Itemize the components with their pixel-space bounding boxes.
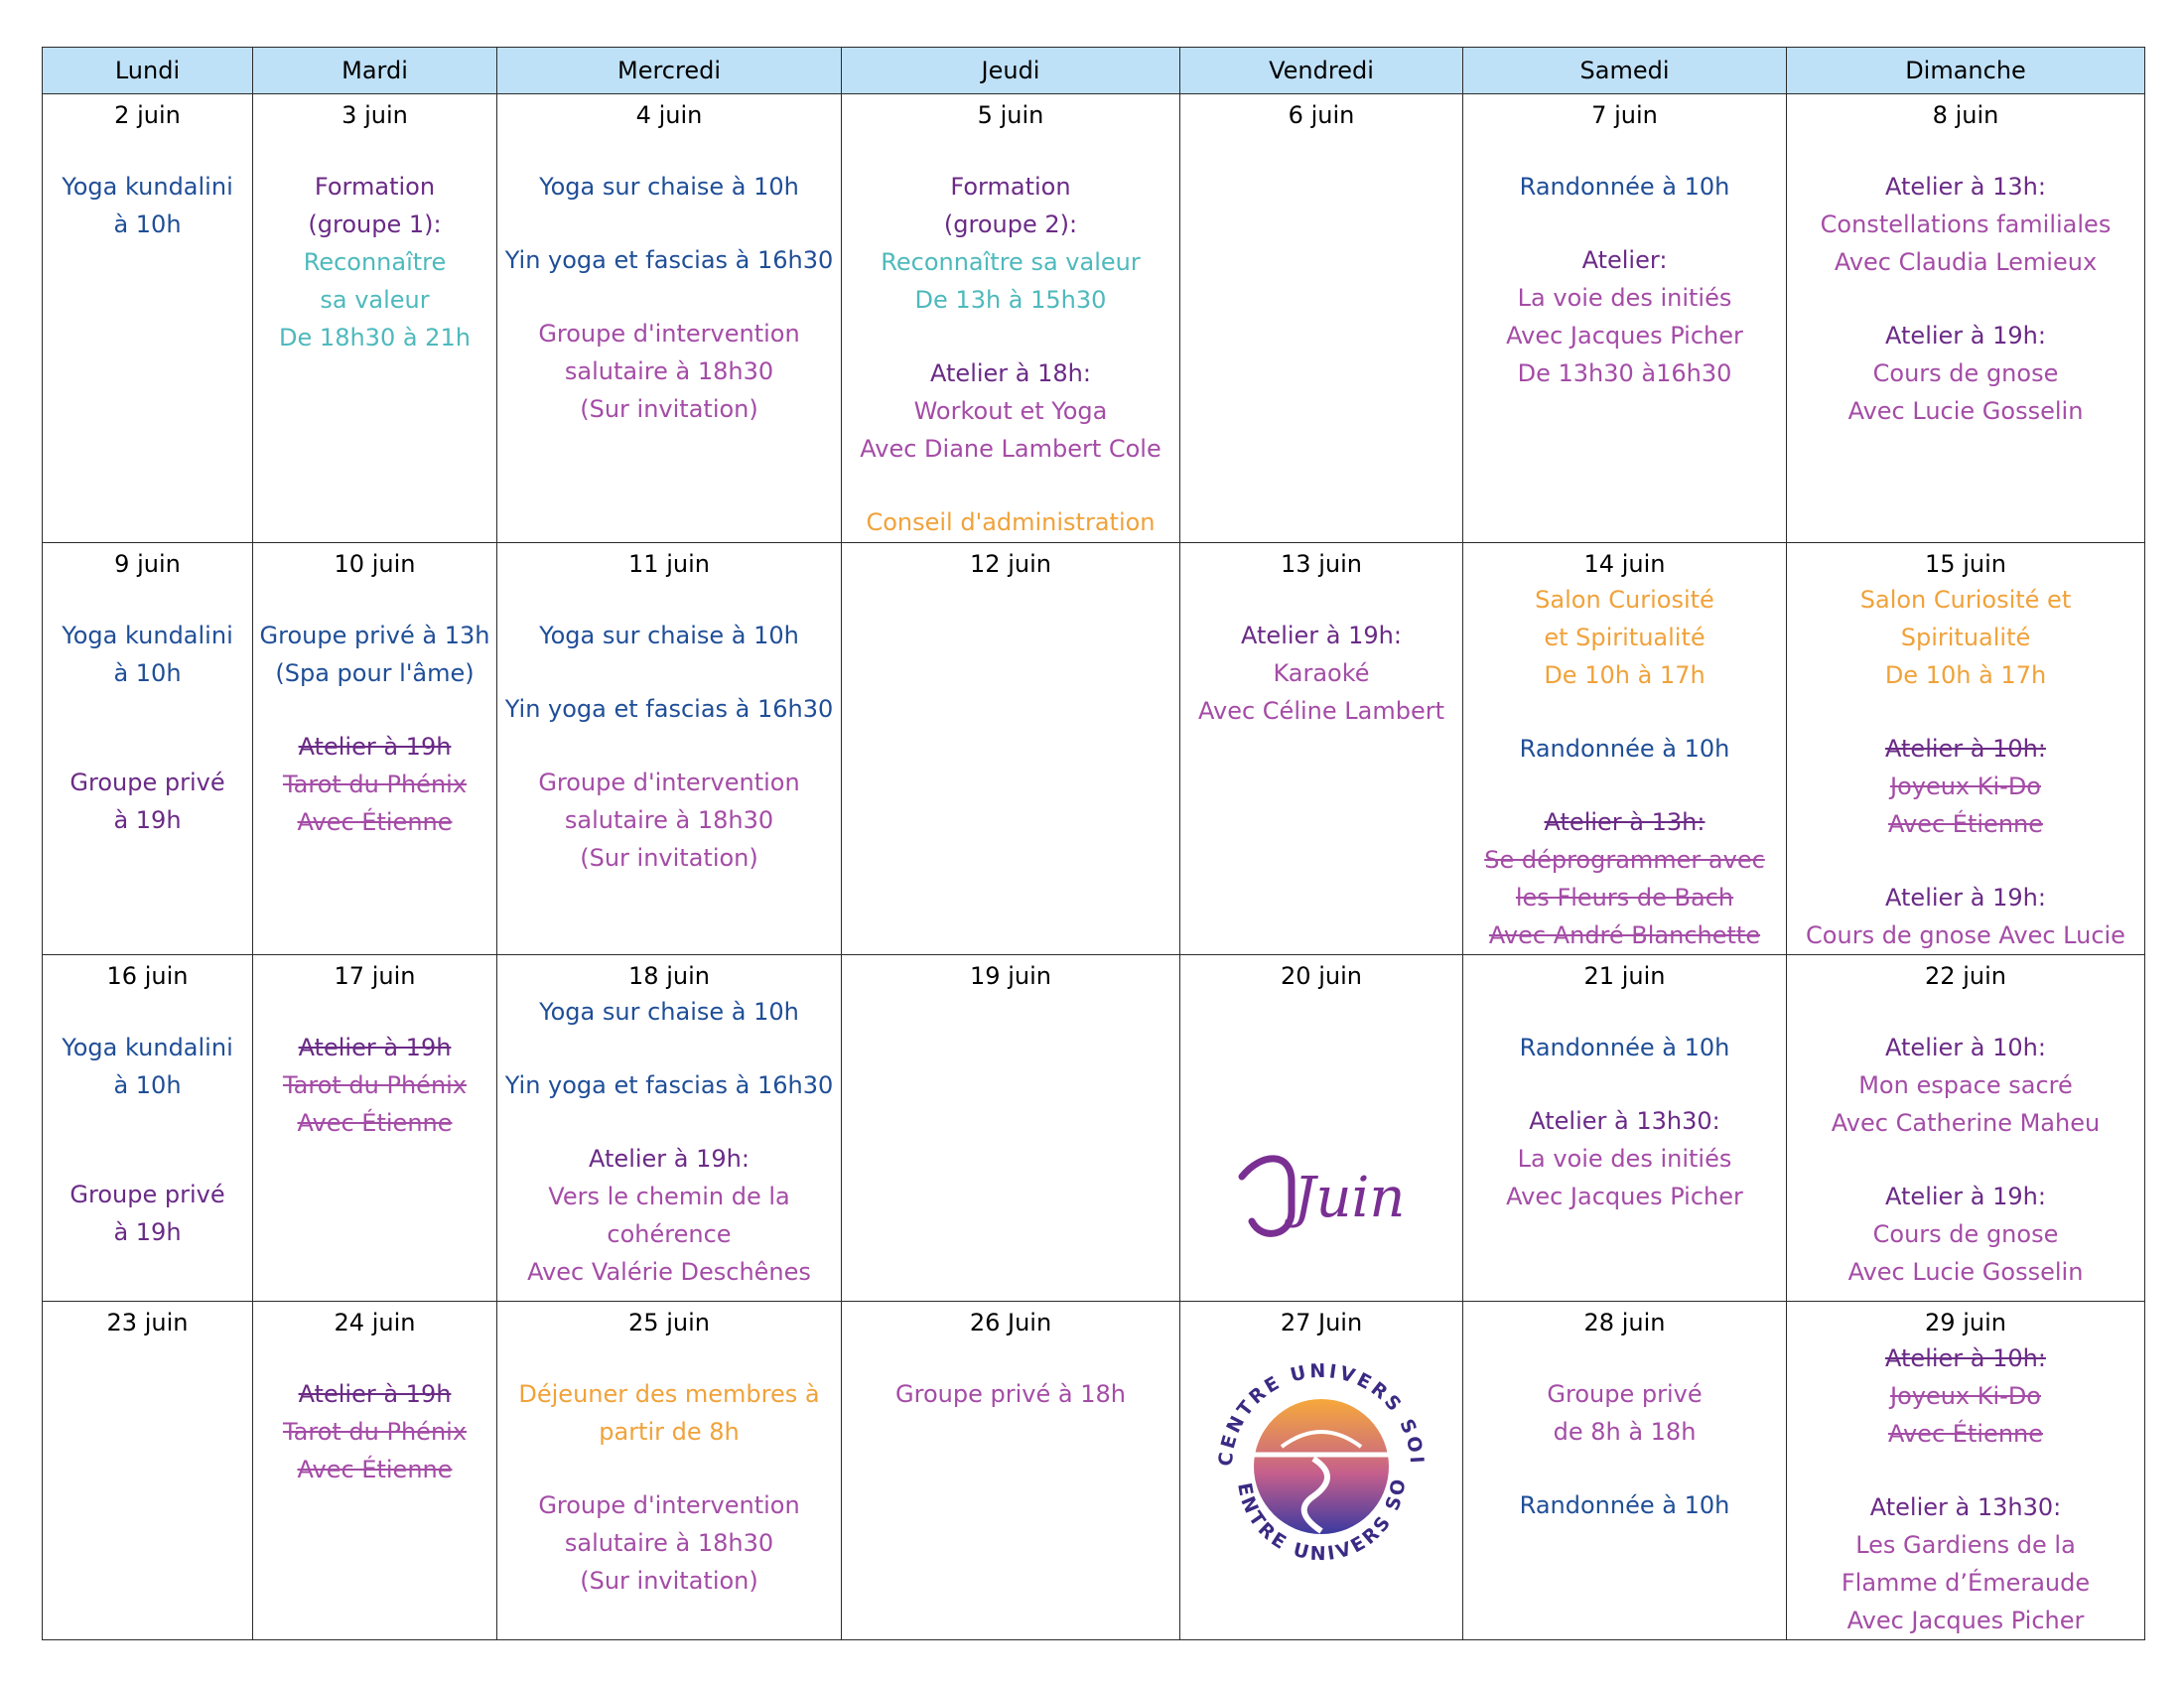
event-line: Atelier à 19h: [589,1145,750,1173]
day-date: 18 juin [628,962,710,990]
event-line: Atelier à 13h30: [1529,1107,1720,1135]
event-line: Randonnée à 10h [1519,1491,1730,1519]
cancelled-event-line: Tarot du Phénix [282,1071,468,1099]
day-date: 4 juin [635,101,703,129]
spacer [1467,1451,1782,1486]
calendar-day-cell [1180,543,1463,955]
event-line: Groupe privé [69,1181,225,1208]
spacer [47,1140,248,1176]
spacer [501,1451,837,1486]
calendar-day-cell [842,543,1180,955]
calendar-day-cell [1787,1302,2145,1640]
cancelled-event-line: Avec André Blanchette [1488,921,1761,949]
spacer [47,132,248,168]
event-line: Reconnaître sa valeur [881,248,1141,276]
day-date: 8 juin [1932,101,1999,129]
event-line: Les Gardiens de la [1855,1531,2076,1559]
event-line: salutaire à 18h30 [564,806,774,834]
event-line: à 19h [113,1218,182,1246]
weekday-header-row [43,48,2145,94]
cancelled-event-line: Atelier à 19h [298,733,452,761]
juin-script-text: Juin [1294,1166,1406,1230]
day-content [1180,543,1462,730]
event-line: La voie des initiés [1517,284,1732,312]
day-date: 10 juin [334,550,416,578]
calendar-day-cell [842,955,1180,1302]
day-date: 13 juin [1281,550,1362,578]
event-line: et Spiritualité [1544,624,1706,651]
event-line: Avec Jacques Picher [1506,1183,1743,1210]
event-line: Avec Jacques Picher [1846,1607,2085,1634]
event-line: Conseil d'administration [866,508,1156,536]
spacer [846,319,1175,354]
spacer [846,132,1175,168]
calendar-table [42,47,2145,1640]
event-line: Cours de gnose [1872,1220,2059,1248]
event-line: (Sur invitation) [580,1567,758,1595]
calendar-week-row [43,955,2145,1302]
spacer [257,692,492,728]
calendar-day-cell [43,1302,253,1640]
spacer [47,581,248,617]
event-line: Atelier: [1581,246,1668,274]
event-line: Avec Diane Lambert Cole [860,435,1161,463]
day-content [497,94,841,428]
spacer [501,206,837,241]
day-content [497,543,841,877]
event-line: Atelier à 19h: [1885,322,2046,350]
event-line: Formation [314,173,436,201]
weekday-header-vendredi: Vendredi [1180,48,1463,94]
calendar-day-cell [1180,955,1463,1302]
event-line: Salon Curiosité [1535,586,1714,614]
cancelled-event-line: Atelier à 19h [298,1034,452,1061]
event-line: Randonnée à 10h [1519,173,1730,201]
cancelled-event-line: Joyeux Ki-Do [1889,773,2041,800]
event-line: Reconnaître [303,248,447,276]
event-line: Déjeuner des membres à [518,1380,820,1408]
event-line: Workout et Yoga [913,397,1108,425]
day-date: 22 juin [1925,962,2006,990]
day-content [1787,94,2144,430]
event-line: Constellations familiales [1820,211,2112,238]
spacer [501,1104,837,1140]
spacer [501,728,837,764]
event-line: Avec Catherine Maheu [1831,1109,2101,1137]
calendar-day-cell [1787,543,2145,955]
spacer [1791,132,2140,168]
day-date: 19 juin [970,962,1051,990]
calendar-day-cell [1180,1302,1463,1640]
day-content [253,543,496,841]
event-line: Yoga sur chaise à 10h [539,173,799,201]
spacer [257,993,492,1029]
event-line: Atelier à 13h30: [1869,1493,2062,1521]
spacer [846,1339,1175,1375]
day-content [43,1302,252,1339]
event-line: à 10h [113,211,182,238]
calendar-day-cell [43,543,253,955]
day-date: 16 juin [106,962,189,990]
spacer [1791,1453,2140,1488]
spacer [1467,132,1782,168]
spacer [501,1339,837,1375]
event-line: (Spa pour l'âme) [275,659,475,687]
calendar-day-cell [1463,955,1787,1302]
spacer [1791,694,2140,730]
event-line: Atelier à 19h: [1885,884,2046,912]
day-date: 11 juin [628,550,710,578]
calendar-day-cell [1180,94,1463,543]
calendar-week-row [43,543,2145,955]
event-line: Yin yoga et fascias à 16h30 [504,1071,834,1099]
event-line: Avec Claudia Lemieux [1834,248,2098,276]
cancelled-event-line: Avec Étienne [297,1109,453,1137]
calendar-day-cell [1787,955,2145,1302]
day-content [1180,955,1462,1255]
spacer [1467,1339,1782,1375]
event-line: Groupe d'intervention [538,320,800,348]
event-line: Karaoké [1273,659,1370,687]
logo-text-bottom: ENTRE UNIVERS SO [1233,1475,1411,1566]
event-line: Groupe d'intervention [538,769,800,796]
event-line: Yoga sur chaise à 10h [539,622,799,649]
day-date: 21 juin [1583,962,1666,990]
event-line: Groupe privé [69,769,225,796]
calendar-day-cell [497,1302,842,1640]
cancelled-event-line: Tarot du Phénix [282,1418,468,1446]
day-date: 9 juin [114,550,181,578]
weekday-header-lundi: Lundi [43,48,253,94]
cancelled-event-line: Avec Étienne [297,808,453,836]
day-date: 20 juin [1281,962,1362,990]
day-date: 24 juin [334,1309,416,1336]
event-line: Vers le chemin de la [548,1183,790,1210]
event-line: partir de 8h [599,1418,740,1446]
event-line: Cours de gnose [1872,359,2059,387]
spacer [257,581,492,617]
logo-text-top: CENTRE UNIVERS SOI [1214,1359,1429,1468]
event-line: Yoga sur chaise à 10h [539,998,799,1026]
spacer [1467,768,1782,803]
calendar-day-cell [253,543,497,955]
cancelled-event-line: Atelier à 13h: [1544,808,1706,836]
calendar-week-row [43,94,2145,543]
event-line: Avec Jacques Picher [1506,322,1743,350]
event-line: (groupe 2): [943,211,1078,238]
event-line: Yoga kundalini [62,173,233,201]
cancelled-event-line: Joyeux Ki-Do [1889,1382,2041,1410]
weekday-header-jeudi: Jeudi [842,48,1180,94]
spacer [1791,993,2140,1029]
event-line: Formation [950,173,1071,201]
day-date: 27 Juin [1280,1309,1363,1336]
day-content [1787,955,2144,1291]
spacer [47,728,248,764]
spacer [1467,694,1782,730]
event-line: La voie des initiés [1517,1145,1732,1173]
event-line: Yin yoga et fascias à 16h30 [504,695,834,723]
calendar-body [43,94,2145,1640]
spacer [257,132,492,168]
calendar-day-cell [253,955,497,1302]
calendar-day-cell [1787,94,2145,543]
day-content [497,955,841,1291]
event-line: Groupe privé à 18h [895,1380,1126,1408]
day-date: 28 juin [1583,1309,1666,1336]
spacer [1467,993,1782,1029]
event-line: Avec Lucie Gosselin [1847,397,2084,425]
day-date: 26 Juin [969,1309,1052,1336]
day-content [43,543,252,839]
day-date: 12 juin [970,550,1051,578]
event-line: à 10h [113,659,182,687]
spacer [1467,206,1782,241]
day-date: 17 juin [334,962,416,990]
event-line: De 10h à 17h [1544,661,1706,689]
spacer [257,1339,492,1375]
day-content [1463,955,1786,1215]
event-line: Atelier à 19h: [1241,622,1402,649]
day-date: 25 juin [628,1309,710,1336]
spacer [846,468,1175,503]
calendar-day-cell [842,94,1180,543]
calendar-day-cell [43,955,253,1302]
day-date: 5 juin [977,101,1044,129]
event-line: Randonnée à 10h [1519,1034,1730,1061]
spacer [1791,281,2140,317]
day-date: 6 juin [1288,101,1355,129]
event-line: Flamme d’Émeraude [1841,1569,2091,1597]
day-content [842,1302,1179,1413]
day-date: 14 juin [1583,550,1666,578]
juin-script-icon [1222,1142,1421,1251]
event-line: Randonnée à 10h [1519,735,1730,763]
event-line: de 8h à 18h [1553,1418,1697,1446]
calendar-day-cell [497,94,842,543]
cancelled-event-line: Avec Étienne [1888,810,2043,838]
cancelled-event-line: Avec Étienne [1888,1420,2043,1448]
spacer [47,1104,248,1140]
cancelled-event-line: Avec Étienne [297,1456,453,1483]
spacer [1184,581,1458,617]
day-content [253,94,496,356]
day-content [1463,1302,1786,1524]
day-content [497,1302,841,1600]
day-date: 7 juin [1591,101,1658,129]
calendar-day-cell [253,94,497,543]
spacer [501,1031,837,1066]
event-line: De 18h30 à 21h [279,324,471,352]
spacer [501,132,837,168]
event-line: (groupe 1): [308,211,442,238]
calendar-day-cell [1463,1302,1787,1640]
weekday-header-samedi: Samedi [1463,48,1787,94]
event-line: cohérence [607,1220,732,1248]
event-line: Cours de gnose Avec Lucie [1806,921,2125,949]
event-line: Avec Valérie Deschênes [527,1258,811,1286]
day-date: 15 juin [1925,550,2006,578]
event-line: Groupe d'intervention [538,1491,800,1519]
event-line: Atelier à 18h: [930,359,1091,387]
day-content [43,955,252,1251]
cancelled-event-line: Se déprogrammer avec [1484,846,1765,874]
day-content [253,955,496,1142]
spacer [501,654,837,690]
cancelled-event-line: les Fleurs de Bach [1515,884,1734,912]
calendar-day-cell [253,1302,497,1640]
event-line: (Sur invitation) [580,395,758,423]
event-line: Mon espace sacré [1858,1071,2073,1099]
event-line: Avec Lucie Gosselin [1847,1258,2084,1286]
calendar-day-cell [497,543,842,955]
centre-univers-soi-logo-icon [1202,1347,1440,1586]
day-content [253,1302,496,1488]
day-content [842,955,1179,993]
event-line: Salon Curiosité et [1859,586,2072,614]
cancelled-event-line: Atelier à 10h: [1885,1344,2046,1372]
event-line: Groupe privé [1547,1380,1703,1408]
day-date: 2 juin [114,101,181,129]
calendar-day-cell [497,955,842,1302]
day-date: 29 juin [1925,1309,2006,1336]
event-line: salutaire à 18h30 [564,357,774,385]
day-content [1463,543,1786,954]
calendar-day-cell [1463,543,1787,955]
weekday-header-dimanche: Dimanche [1787,48,2145,94]
event-line: à 19h [113,806,182,834]
cancelled-event-line: Tarot du Phénix [282,771,468,798]
day-content [1180,94,1462,132]
juin-script-art [1184,1142,1458,1255]
cancelled-event-line: Atelier à 19h [298,1380,452,1408]
event-line: Atelier à 10h: [1885,1034,2046,1061]
spacer [1791,843,2140,879]
day-date: 23 juin [106,1309,189,1336]
event-line: Yoga kundalini [62,1034,233,1061]
centre-univers-soi-logo [1184,1347,1458,1590]
event-line: Atelier à 13h: [1885,173,2046,201]
event-line: Groupe privé à 13h [259,622,490,649]
day-content [1787,1302,2144,1639]
day-content [842,543,1179,581]
calendar-week-row [43,1302,2145,1640]
event-line: sa valeur [320,286,430,314]
event-line: Yin yoga et fascias à 16h30 [504,246,834,274]
day-content [1463,94,1786,392]
spacer [47,993,248,1029]
event-line: Avec Céline Lambert [1197,697,1444,725]
spacer [47,692,248,728]
weekday-header-mardi: Mardi [253,48,497,94]
event-line: Atelier à 19h: [1885,1183,2046,1210]
spacer [501,279,837,315]
calendar-day-cell [1463,94,1787,543]
spacer [501,581,837,617]
day-content [842,94,1179,541]
event-line: De 13h à 15h30 [914,286,1107,314]
day-date: 3 juin [341,101,408,129]
event-line: Spiritualité [1900,624,2031,651]
event-line: à 10h [113,1071,182,1099]
event-line: (Sur invitation) [580,844,758,872]
event-line: Yoga kundalini [62,622,233,649]
day-content [1180,1302,1462,1590]
spacer [1467,1066,1782,1102]
event-line: De 10h à 17h [1884,661,2047,689]
spacer [1791,1142,2140,1178]
weekday-header-mercredi: Mercredi [497,48,842,94]
cancelled-event-line: Atelier à 10h: [1885,735,2046,763]
calendar-day-cell [842,1302,1180,1640]
calendar-day-cell [43,94,253,543]
day-content [1787,543,2144,954]
event-line: De 13h30 à16h30 [1517,359,1732,387]
day-content [43,94,252,243]
event-line: salutaire à 18h30 [564,1529,774,1557]
